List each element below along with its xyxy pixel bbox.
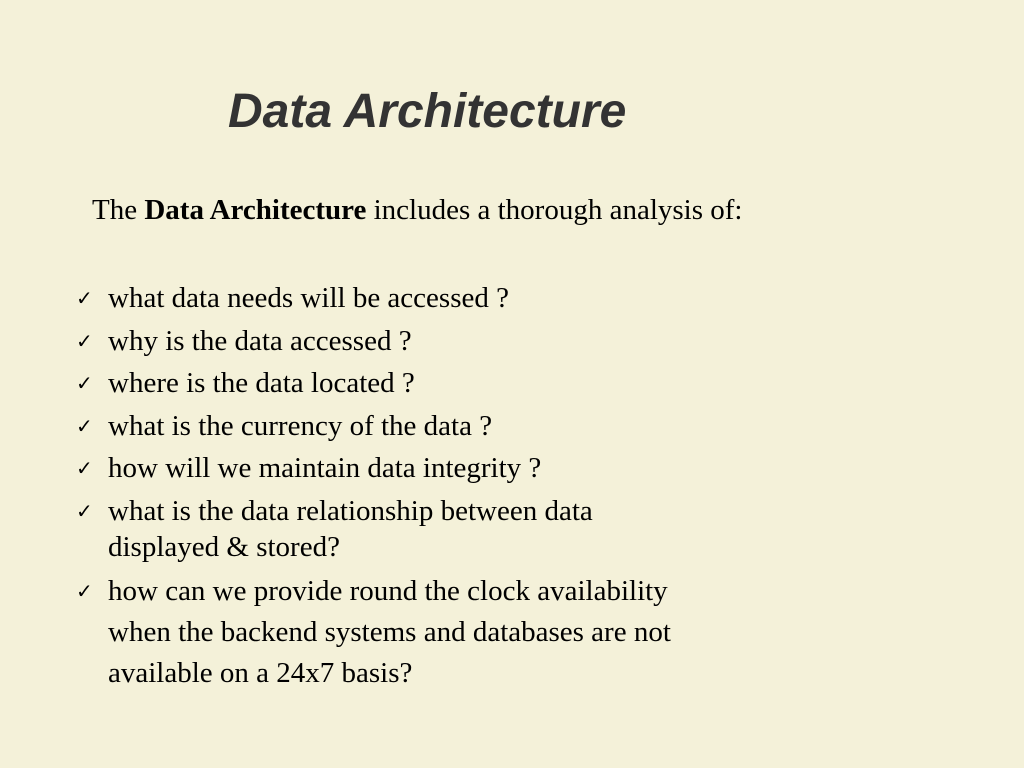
intro-bold: Data Architecture [144, 194, 367, 226]
check-icon: ✓ [76, 498, 93, 523]
bullet-line: where is the data located ? [108, 367, 415, 399]
list-item [76, 323, 796, 359]
check-icon: ✓ [76, 286, 93, 310]
check-icon: ✓ [76, 413, 93, 438]
slide-title: Data Architecture [228, 85, 627, 138]
list-item [76, 280, 796, 316]
intro-prefix: The [92, 194, 138, 226]
bullet-line: how will we maintain data integrity ? [108, 452, 542, 484]
bullet-line: what data needs will be accessed ? [108, 282, 509, 314]
check-icon: ✓ [76, 328, 93, 353]
bullet-line: displayed & stored? [108, 530, 340, 563]
bullet-line: what is the data relationship between data [108, 494, 593, 527]
check-icon: ✓ [76, 579, 93, 603]
bullet-line: how can we provide round the clock availability [108, 575, 668, 607]
list-item [76, 493, 796, 565]
check-icon: ✓ [76, 371, 93, 395]
bullet-line: available on a 24x7 basis? [108, 657, 413, 689]
intro-text [92, 190, 742, 230]
intro-suffix: includes a thorough analysis of: [373, 194, 743, 226]
bullet-line: why is the data accessed ? [108, 324, 412, 357]
list-item [76, 408, 796, 444]
bullet-line: when the backend systems and databases are not [108, 616, 671, 648]
list-item [76, 450, 796, 486]
bullet-list [76, 280, 796, 701]
list-item [76, 571, 796, 694]
check-icon: ✓ [76, 456, 93, 480]
bullet-line: what is the currency of the data ? [108, 409, 493, 442]
list-item [76, 365, 796, 401]
